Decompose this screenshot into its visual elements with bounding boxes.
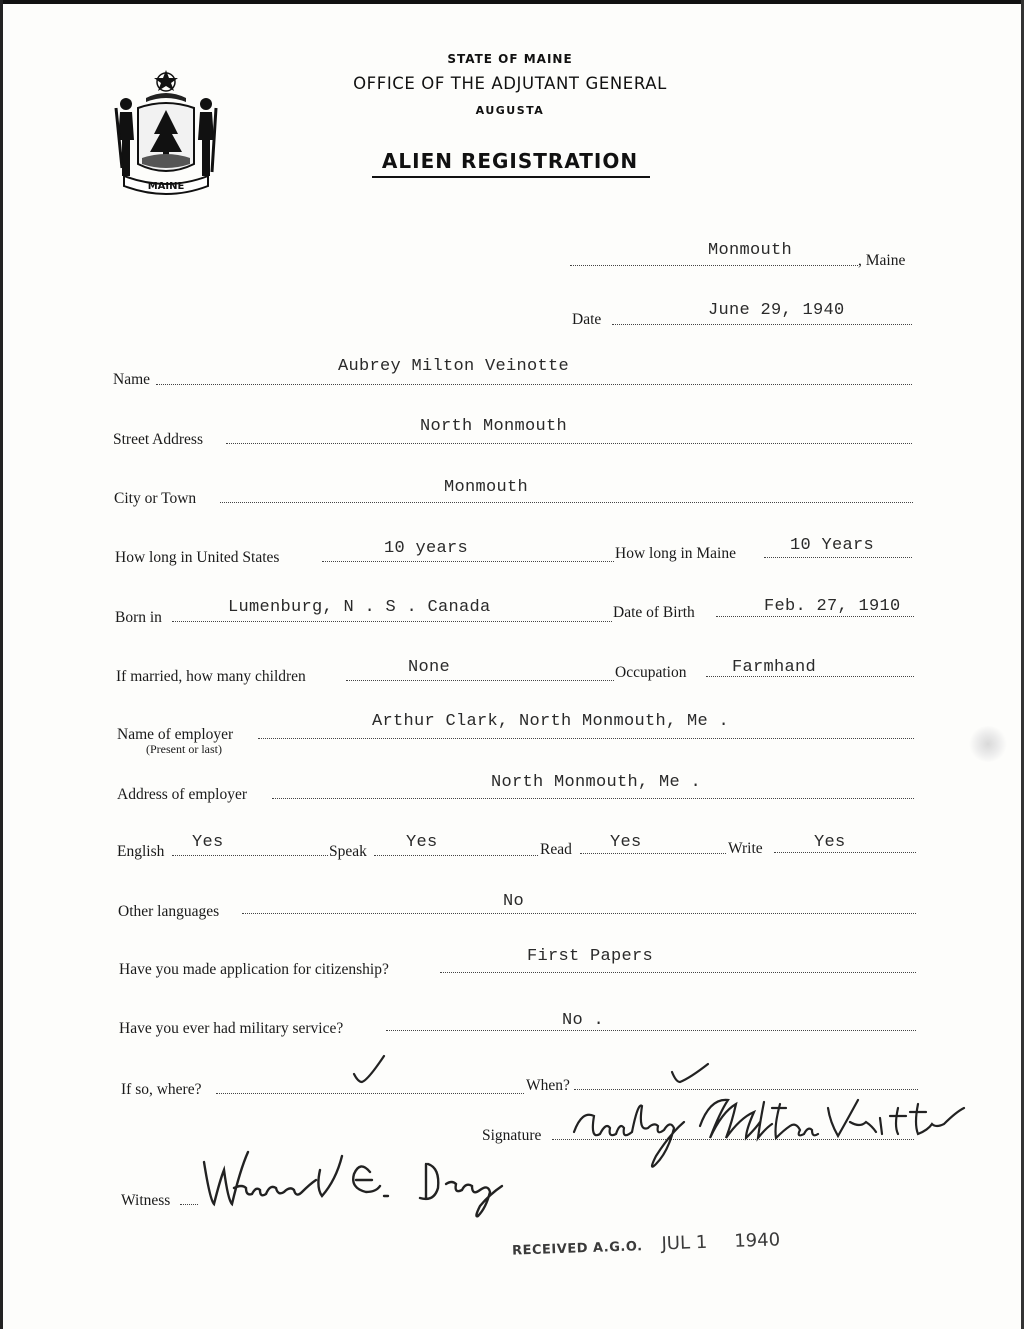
date-label: Date: [572, 311, 602, 328]
other-languages-label: Other languages: [118, 903, 220, 920]
how-long-us-value: 10 years: [384, 539, 469, 558]
city-town-value: Monmouth: [444, 478, 529, 497]
employer-address-value: North Monmouth, Me .: [491, 773, 702, 792]
read-label: Read: [540, 841, 572, 858]
stamp-month-day: JUL 1: [661, 1231, 708, 1255]
occupation-label: Occupation: [615, 664, 687, 681]
name-value: Aubrey Milton Veinotte: [338, 357, 570, 376]
seal-motto: MAINE: [147, 181, 185, 192]
speak-line: [374, 855, 538, 856]
speak-label: Speak: [329, 843, 367, 860]
if-so-where-line: [216, 1093, 524, 1094]
military-label: Have you ever had military service?: [119, 1020, 344, 1037]
date-line: [612, 324, 912, 325]
how-long-us-line: [322, 561, 614, 562]
town-line: [570, 265, 858, 266]
state-suffix-label: , Maine: [858, 252, 906, 269]
other-languages-value: No: [503, 892, 525, 911]
write-line: [774, 852, 916, 853]
born-in-label: Born in: [115, 609, 162, 626]
read-line: [580, 853, 726, 854]
employer-address-line: [272, 798, 914, 799]
scan-border-top: [0, 0, 1024, 4]
received-stamp: [512, 1229, 781, 1259]
occupation-value: Farmhand: [732, 658, 817, 677]
witness-label: Witness: [121, 1192, 171, 1209]
english-line: [172, 855, 328, 856]
header-office: OFFICE OF THE ADJUTANT GENERAL: [353, 74, 667, 93]
form-title: ALIEN REGISTRATION: [381, 149, 639, 173]
read-value: Yes: [610, 833, 642, 852]
children-label: If married, how many children: [116, 668, 306, 685]
header-city: AUGUSTA: [475, 104, 545, 117]
maine-state-seal-icon: [110, 68, 222, 198]
children-line: [346, 680, 614, 681]
where-checkmark-icon: [350, 1052, 390, 1088]
name-line: [156, 384, 912, 385]
how-long-maine-label: How long in Maine: [615, 545, 736, 562]
children-value: None: [408, 658, 451, 677]
write-label: Write: [728, 840, 763, 857]
write-value: Yes: [814, 833, 846, 852]
employer-name-line: [258, 738, 914, 739]
citizenship-label: Have you made application for citizenship?: [119, 961, 389, 978]
speak-value: Yes: [406, 833, 438, 852]
town-value: Monmouth: [708, 241, 793, 260]
stamp-received: RECEIVED A.G.O.: [511, 1239, 643, 1259]
applicant-signature: [560, 1082, 980, 1182]
city-town-label: City or Town: [114, 490, 197, 507]
stamp-year: 1940: [733, 1229, 781, 1252]
witness-signature: [190, 1140, 540, 1220]
if-so-where-label: If so, where?: [121, 1081, 202, 1098]
born-in-line: [172, 621, 612, 622]
street-address-value: North Monmouth: [420, 417, 568, 436]
how-long-maine-value: 10 Years: [790, 536, 875, 555]
english-label: English: [117, 843, 165, 860]
citizenship-value: First Papers: [527, 947, 654, 966]
name-label: Name: [113, 371, 151, 388]
employer-address-label: Address of employer: [117, 786, 247, 803]
title-underline: [372, 176, 650, 178]
born-in-value: Lumenburg, N . S . Canada: [228, 598, 491, 617]
header-state: STATE OF MAINE: [447, 52, 573, 66]
how-long-maine-line: [764, 557, 912, 558]
street-address-line: [226, 443, 912, 444]
city-town-line: [220, 502, 913, 503]
employer-name-note: (Present or last): [146, 742, 222, 756]
scan-border-left: [0, 0, 3, 1329]
employer-name-label: Name of employer: [117, 726, 234, 743]
employer-name-value: Arthur Clark, North Monmouth, Me .: [372, 712, 730, 731]
when-label: When?: [526, 1077, 570, 1094]
street-address-label: Street Address: [113, 431, 203, 448]
military-value: No .: [562, 1011, 605, 1030]
english-value: Yes: [192, 833, 224, 852]
paper-smudge: [968, 726, 1008, 762]
other-languages-line: [242, 913, 916, 914]
military-line: [386, 1030, 916, 1031]
citizenship-line: [440, 972, 916, 973]
date-of-birth-label: Date of Birth: [613, 604, 695, 621]
how-long-us-label: How long in United States: [115, 549, 280, 566]
date-value: June 29, 1940: [708, 301, 845, 320]
signature-label: Signature: [482, 1127, 542, 1144]
date-of-birth-line: [716, 616, 914, 617]
date-of-birth-value: Feb. 27, 1910: [764, 597, 901, 616]
